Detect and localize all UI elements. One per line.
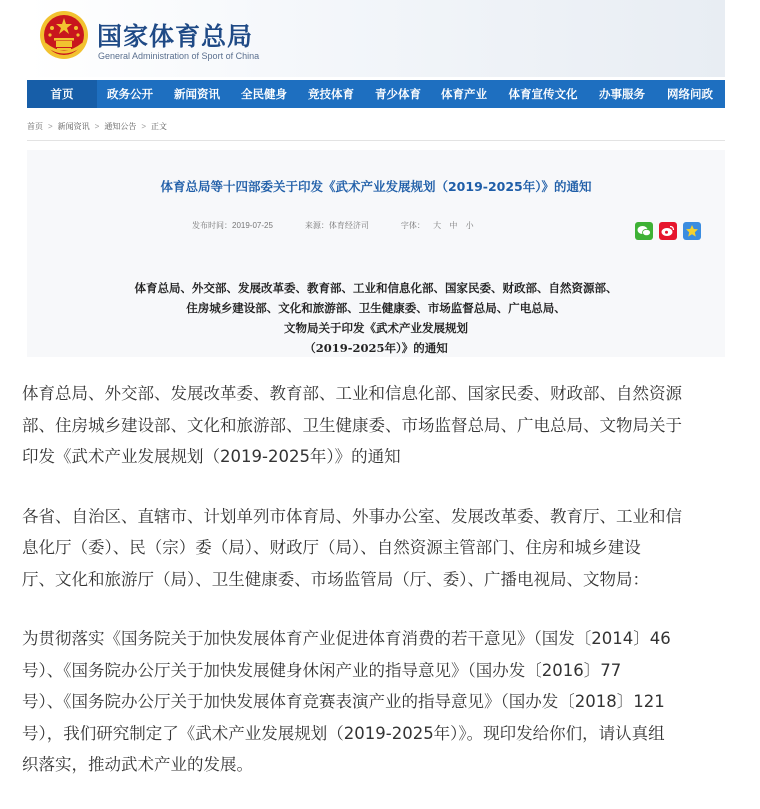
article-meta: [192, 220, 512, 231]
text-line: 息化厅（委）、民（宗）委（局）、财政厅（局）、自然资源主管部门、住房和城乡建设: [22, 538, 641, 557]
favorite-star-icon[interactable]: [683, 222, 701, 240]
nav-item-online-inquiry[interactable]: 网络问政: [667, 87, 713, 101]
site-title[interactable]: 国家体育总局: [97, 22, 254, 51]
breadcrumb-notices[interactable]: 通知公告: [104, 121, 137, 131]
document-title-line: 住房城乡建设部、文化和旅游部、卫生健康委、市场监督总局、广电总局、: [186, 301, 566, 315]
text-line: 织落实，推动武术产业的发展。: [22, 755, 253, 774]
text-line: 体育总局、外交部、发展改革委、教育部、工业和信息化部、国家民委、财政部、自然资源: [22, 384, 682, 403]
text-line: 部、住房城乡建设部、文化和旅游部、卫生健康委、市场监督总局、广电总局、文物局关于: [22, 415, 682, 435]
font-size-medium[interactable]: 中: [449, 221, 458, 230]
nav-item-sports-industry[interactable]: 体育产业: [441, 87, 487, 101]
text-line: 号），我们研究制定了《武术产业发展规划（2019-2025年）》。现印发给你们，请认真组: [22, 723, 665, 743]
nav-item-fitness[interactable]: 全民健身: [241, 87, 287, 101]
document-title-line: （2019-2025年）》的通知: [304, 341, 448, 355]
national-emblem-icon: [39, 10, 89, 60]
font-size-large[interactable]: 大: [433, 221, 442, 230]
font-size-control: [401, 220, 480, 231]
nav-item-sports-culture[interactable]: 体育宣传文化: [508, 87, 578, 101]
document-title-line: 文物局关于印发《武术产业发展规划: [284, 321, 468, 335]
breadcrumb: [27, 120, 167, 132]
text-line: 号）、《国务院办公厅关于加快发展健身休闲产业的指导意见》（国办发〔2016〕77: [22, 660, 622, 680]
nav-item-home[interactable]: 首页: [27, 80, 97, 108]
site-header: [27, 0, 725, 77]
breadcrumb-separator: >: [141, 121, 147, 131]
breadcrumb-separator: >: [48, 121, 53, 131]
main-nav: [27, 80, 725, 108]
text-line: 为贯彻落实《国务院关于加快发展体育产业促进体育消费的若干意见》（国发〔2014〕46: [22, 629, 671, 648]
nav-item-youth-sports[interactable]: 青少体育: [375, 87, 421, 101]
breadcrumb-home[interactable]: 首页: [27, 121, 43, 131]
breadcrumb-divider: [27, 140, 725, 141]
text-line: 各省、自治区、直辖市、计划单列市体育局、外事办公室、发展改革委、教育厅、工业和信: [22, 506, 682, 526]
font-size-small[interactable]: 小: [465, 221, 474, 230]
document-title: [27, 278, 725, 358]
breadcrumb-separator: >: [94, 121, 100, 131]
font-size-label: 字体：: [400, 221, 425, 230]
paragraph-title: [22, 378, 738, 473]
wechat-share-icon[interactable]: [635, 222, 653, 240]
article-source: 来源：体育经济司: [304, 221, 369, 230]
paragraph-recipients: [22, 501, 738, 596]
text-line: 号）、《国务院办公厅关于加快发展体育竞赛表演产业的指导意见》（国办发〔2018〕121: [22, 692, 665, 711]
site-subtitle: General Administration of Sport of China: [98, 51, 260, 61]
article-title: 体育总局等十四部委关于印发《武术产业发展规划（2019-2025年）》的通知: [160, 179, 592, 194]
share-buttons: [635, 222, 701, 240]
weibo-share-icon[interactable]: [659, 222, 677, 240]
paragraph-content: [22, 623, 738, 781]
text-line: 厅、文化和旅游厅（局）、卫生健康委、市场监管局（厅、委）、广播电视局、文物局：: [22, 569, 649, 589]
nav-item-competitive-sports[interactable]: 竞技体育: [308, 87, 354, 101]
text-line: 印发《武术产业发展规划（2019-2025年）》的通知: [22, 447, 401, 466]
embedded-screenshot: [27, 0, 725, 357]
document-title-line: 体育总局、外交部、发展改革委、教育部、工业和信息化部、国家民委、财政部、自然资源部、: [134, 281, 618, 295]
nav-item-news[interactable]: 新闻资讯: [174, 87, 220, 101]
nav-item-government-affairs[interactable]: 政务公开: [107, 87, 153, 101]
article-header: [27, 150, 725, 357]
breadcrumb-news[interactable]: 新闻资讯: [57, 121, 90, 131]
nav-item-services[interactable]: 办事服务: [599, 87, 645, 101]
article-body: [22, 378, 738, 809]
publish-time: 发布时间：2019-07-25: [192, 221, 273, 230]
breadcrumb-current: 正文: [151, 121, 168, 131]
